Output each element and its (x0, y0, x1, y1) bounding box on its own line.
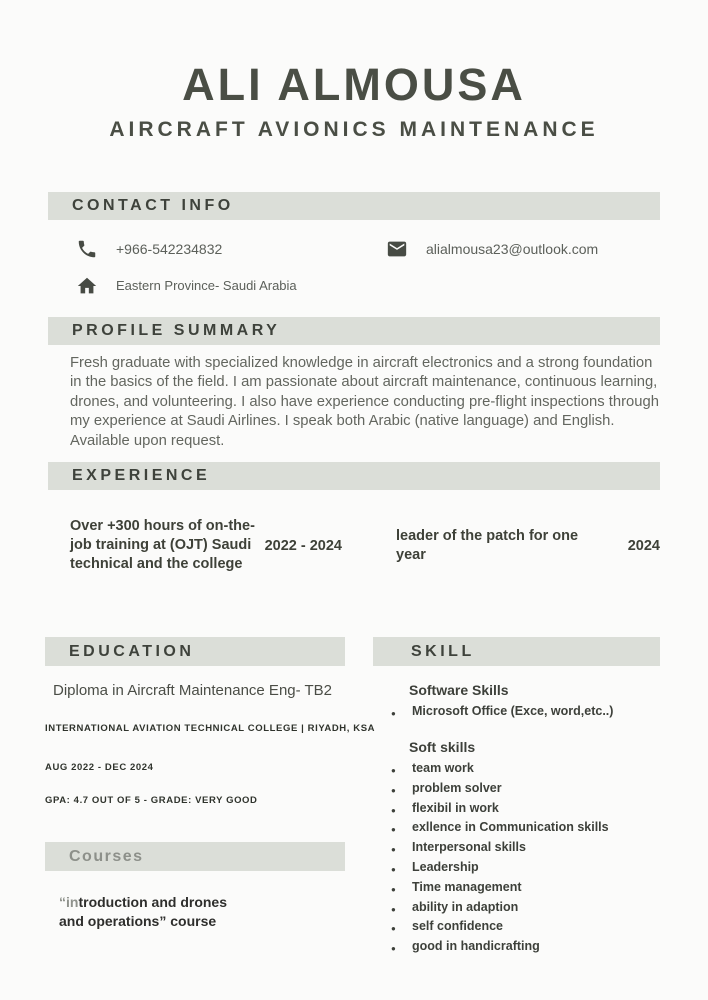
education-degree: Diploma in Aircraft Maintenance Eng- TB2 (53, 682, 333, 699)
contact-row-1 (76, 238, 660, 260)
skill-section-header (373, 637, 660, 666)
skill-list-item: ● Interpersonal skills (391, 841, 660, 854)
contact-heading: CONTACT INFO (72, 196, 234, 214)
phone-icon (76, 238, 98, 260)
soft-skills-subheading: Soft skills (409, 739, 476, 755)
envelope-icon (386, 238, 408, 260)
contact-section-header (48, 192, 660, 220)
location-text: Eastern Province- Saudi Arabia (116, 278, 297, 293)
software-skills-subheading: Software Skills (409, 682, 509, 698)
education-gpa: GPA: 4.7 OUT OF 5 - GRADE: VERY GOOD (45, 795, 258, 806)
education-column (45, 637, 376, 960)
education-heading: EDUCATION (69, 642, 195, 660)
phone-number: +966-542234832 (116, 240, 223, 257)
content (0, 192, 708, 575)
skill-list-item: ● problem solver (391, 782, 660, 795)
candidate-job-title: AIRCRAFT AVIONICS MAINTENANCE (109, 117, 599, 141)
education-college: INTERNATIONAL AVIATION TECHNICAL COLLEGE | RIYADH, KSA (45, 723, 376, 734)
email-item (386, 238, 598, 260)
skill-heading: SKILL (411, 642, 475, 660)
header (0, 60, 708, 142)
home-icon (76, 275, 98, 297)
experience-section-header (48, 462, 660, 490)
contact-rows (48, 238, 660, 297)
profile-section-header (48, 317, 660, 345)
candidate-name: ALI ALMOUSA (182, 59, 526, 110)
software-skills-list (373, 705, 660, 718)
skill-list-item: ● good in handicrafting (391, 940, 660, 953)
skills-column (373, 637, 660, 960)
experience-heading: EXPERIENCE (72, 467, 211, 484)
phone-item (76, 238, 386, 260)
course-text-light: “in (59, 894, 79, 910)
email-address: alialmousa23@outlook.com (426, 240, 599, 257)
experience-entries (48, 517, 660, 574)
skill-list-item: ● flexibil in work (391, 802, 660, 815)
experience-date: 2024 (627, 537, 660, 554)
skill-list-item: ● Time management (391, 881, 660, 894)
skill-list-item: ● Leadership (391, 861, 660, 874)
course-item (45, 893, 345, 930)
lower-columns (0, 637, 708, 960)
profile-summary-text: Fresh graduate with specialized knowledge in aircraft electronics and a strong foundation in the basics of the field. I am passionate about aircraft maintenance, continuous learning, drones, and volunteering. I also have experience conducting pre-flight inspections through my experience at Saudi Airlines. I speak both Arabic (native language) and English. Available upon request. (70, 354, 659, 449)
soft-skills-list (373, 762, 660, 953)
skill-list-item: ● exllence in Communication skills (391, 821, 660, 834)
experience-date: 2022 - 2024 (264, 537, 342, 554)
experience-entry (396, 517, 660, 574)
courses-heading: Courses (69, 847, 144, 865)
profile-heading: PROFILE SUMMARY (72, 321, 281, 339)
courses-section-header (45, 842, 345, 871)
skill-list-item: ● Microsoft Office (Exce, word,etc..) (391, 705, 660, 718)
skill-list-item: ● self confidence (391, 920, 660, 933)
education-section-header (45, 637, 345, 666)
experience-entry (70, 517, 342, 574)
skill-list-item: ● ability in adaption (391, 901, 660, 914)
course-text-line2: and operations” course (59, 912, 217, 929)
course-text-bold: troduction and drones (78, 894, 228, 910)
experience-title: leader of the patch for one year (396, 527, 579, 563)
skill-list-item: ● team work (391, 762, 660, 775)
contact-row-2 (76, 275, 660, 297)
experience-title: Over +300 hours of on-the-job training at (OJT) Saudi technical and the college (70, 518, 255, 572)
education-dates: AUG 2022 - DEC 2024 (45, 762, 154, 773)
